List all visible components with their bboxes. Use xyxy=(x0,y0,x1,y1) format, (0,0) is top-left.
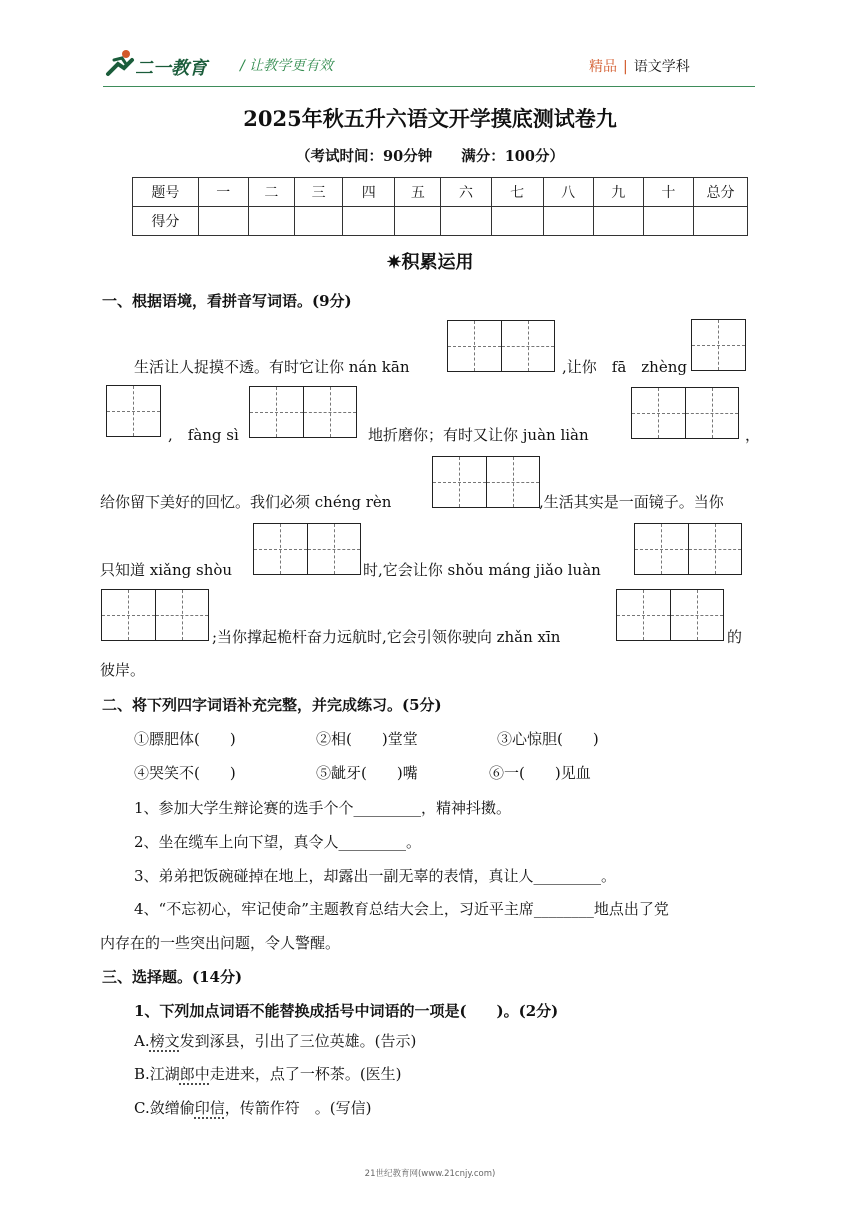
answer-grid[interactable] xyxy=(616,589,724,641)
score-entry-cell[interactable] xyxy=(198,207,248,236)
answer-grid[interactable] xyxy=(447,320,555,372)
page-title: 2025年秋五升六语文开学摸底测试卷九 xyxy=(243,106,617,131)
answer-grid[interactable] xyxy=(631,387,739,439)
table-cell: 八 xyxy=(543,178,593,207)
dotted-word: 印信 xyxy=(194,1099,225,1117)
table-cell: 总分 xyxy=(693,178,747,207)
idiom-item: ③心惊胆( ) xyxy=(497,730,599,748)
tag-premium: 精品 xyxy=(589,59,617,75)
q1-text: ,让你 fā zhèng xyxy=(562,358,687,376)
q1-text: 时,它会让你 shǒu máng jiǎo luàn xyxy=(363,561,601,579)
fill-sentence: 2、坐在缆车上向下望，真令人_________。 xyxy=(134,833,422,851)
answer-grid[interactable] xyxy=(691,319,746,371)
score-entry-cell[interactable] xyxy=(248,207,294,236)
score-entry-cell[interactable] xyxy=(543,207,593,236)
score-table-score-row xyxy=(133,207,748,236)
q1-text: 的 xyxy=(727,628,743,646)
header-divider xyxy=(103,86,755,87)
option-text: 发到涿县，引出了三位英雄。(告示) xyxy=(179,1032,417,1050)
table-cell: 九 xyxy=(593,178,643,207)
header-tags xyxy=(589,56,690,76)
table-cell: 四 xyxy=(343,178,395,207)
option-c[interactable] xyxy=(134,1097,371,1118)
table-cell: 二 xyxy=(248,178,294,207)
idiom-item: ①膘肥体( ) xyxy=(134,730,236,748)
option-b[interactable] xyxy=(134,1063,402,1084)
q1-text: ;当你撑起桅杆奋力远航时,它会引领你驶向 zhǎn xīn xyxy=(212,628,561,646)
question-1-title: 一、根据语境，看拼音写词语。(9分) xyxy=(102,292,352,310)
idiom-item: ⑥一( )见血 xyxy=(489,764,591,782)
answer-grid[interactable] xyxy=(249,386,357,438)
score-entry-cell[interactable] xyxy=(491,207,543,236)
q1-text: ， xyxy=(745,426,761,444)
answer-grid[interactable] xyxy=(634,523,742,575)
exam-info: （考试时间：90分钟 满分：100分） xyxy=(296,148,564,165)
fill-sentence: 1、参加大学生辩论赛的选手个个_________，精神抖擞。 xyxy=(134,799,512,817)
q1-text: 只知道 xiǎng shòu xyxy=(100,561,233,579)
question-3-title: 三、选择题。(14分) xyxy=(102,968,243,986)
score-entry-cell[interactable] xyxy=(343,207,395,236)
option-text: 走进来，点了一杯茶。(医生) xyxy=(209,1065,402,1083)
idiom-item: ⑤龇牙( )嘴 xyxy=(316,764,418,782)
q1-text: 给你留下美好的回忆。我们必须 chéng rèn xyxy=(100,493,392,511)
table-cell: 十 xyxy=(643,178,693,207)
table-cell: 六 xyxy=(441,178,491,207)
score-table xyxy=(132,177,748,236)
score-entry-cell[interactable] xyxy=(295,207,343,236)
q1-text: ,生活其实是一面镜子。当你 xyxy=(539,493,724,511)
table-cell: 题号 xyxy=(133,178,199,207)
q1-text: 彼岸。 xyxy=(100,661,146,679)
tag-subject: 语文学科 xyxy=(633,59,690,75)
score-table-header-row xyxy=(133,178,748,207)
option-prefix: C.敛缯偷 xyxy=(134,1099,195,1117)
q1-text: 地折磨你；有时又让你 juàn liàn xyxy=(368,426,589,444)
score-entry-cell[interactable] xyxy=(441,207,491,236)
tag-separator: | xyxy=(623,59,628,75)
score-entry-cell[interactable] xyxy=(693,207,747,236)
option-prefix: B.江湖 xyxy=(134,1065,180,1083)
q1-text: , fàng sì xyxy=(168,426,239,444)
idiom-item: ②相( )堂堂 xyxy=(316,730,418,748)
score-entry-cell[interactable] xyxy=(395,207,441,236)
section-title: ✷积累运用 xyxy=(386,252,474,273)
q1-text: 生活让人捉摸不透。有时它让你 nán kān xyxy=(134,358,410,376)
table-cell: 五 xyxy=(395,178,441,207)
table-cell: 七 xyxy=(491,178,543,207)
option-text: ，传箭作符 。(写信) xyxy=(224,1099,372,1117)
brand-name: 二一教育 xyxy=(135,58,207,79)
sub-question-1: 1、下列加点词语不能替换成括号中词语的一项是( )。(2分) xyxy=(134,1002,559,1020)
score-entry-cell[interactable] xyxy=(593,207,643,236)
table-cell: 得分 xyxy=(133,207,199,236)
brand-slogan: / 让教学更有效 xyxy=(240,58,334,74)
fill-sentence: 内存在的一些突出问题，令人警醒。 xyxy=(100,934,341,952)
answer-grid[interactable] xyxy=(106,385,161,437)
dotted-word: 郎中 xyxy=(179,1065,210,1083)
answer-grid[interactable] xyxy=(432,456,540,508)
table-cell: 三 xyxy=(295,178,343,207)
option-prefix: A. xyxy=(134,1032,150,1050)
score-entry-cell[interactable] xyxy=(643,207,693,236)
table-cell: 一 xyxy=(198,178,248,207)
option-a[interactable] xyxy=(134,1030,416,1051)
question-2-title: 二、将下列四字词语补充完整，并完成练习。(5分) xyxy=(102,696,442,714)
idiom-item: ④哭笑不( ) xyxy=(134,764,236,782)
fill-sentence: 4、“不忘初心，牢记使命”主题教育总结大会上，习近平主席________地点出了党 xyxy=(134,900,669,918)
page-footer: 21世纪教育网(www.21cnjy.com) xyxy=(364,1169,496,1179)
fill-sentence: 3、弟弟把饭碗碰掉在地上，却露出一副无辜的表情，真让人_________。 xyxy=(134,867,617,885)
dotted-word: 榜文 xyxy=(149,1032,180,1050)
answer-grid[interactable] xyxy=(253,523,361,575)
answer-grid[interactable] xyxy=(101,589,209,641)
brand-logo-icon xyxy=(104,48,136,78)
